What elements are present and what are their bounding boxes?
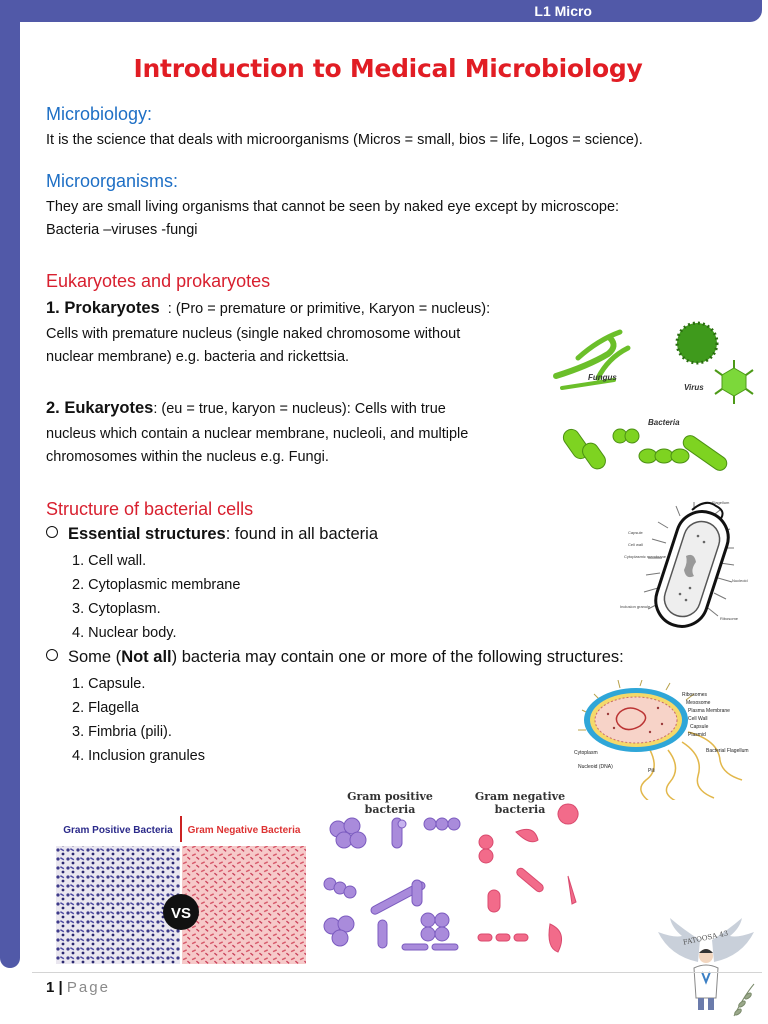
list-item: 2. Flagella [72, 700, 139, 716]
list-item: 3. Cytoplasm. [72, 601, 161, 617]
prokaryotes-title: 1. Prokaryotes [46, 299, 160, 317]
bullet-circle-icon [46, 649, 58, 661]
list-item: 4. Nuclear body. [72, 625, 177, 641]
microbes-illustration [548, 318, 762, 476]
structure-label-ribosomes: Ribosomes [682, 692, 708, 698]
structure-label-cytoplasm: Cytoplasm [574, 750, 598, 756]
eukaryotes-heading: Eukaryotes and prokaryotes [46, 271, 271, 291]
list-item: 2. Cytoplasmic membrane [72, 577, 241, 593]
gram-positive-label: Gram Positive Bacteria [63, 825, 173, 836]
cell-label-flagellum: Flagellum [712, 500, 730, 505]
list-item: 1. Cell wall. [72, 553, 147, 569]
microorganisms-heading: Microorganisms: [46, 171, 179, 191]
gram-positive-shapes-icon [324, 818, 460, 950]
gram-positive-title-2: bacteria [364, 803, 416, 816]
list-item: 4. Inclusion granules [72, 748, 205, 764]
page-number-footer [46, 979, 110, 996]
eukaryotes-definition: : (eu = true, karyon = nucleus): Cells with true [153, 401, 446, 417]
gram-negative-shapes-icon [478, 804, 578, 952]
cell-label-capsule: Capsule [628, 530, 643, 535]
microorganisms-line-1: They are small living organisms that cannot be seen by naked eye except by microscope: [46, 199, 620, 215]
list-item: 3. Fimbria (pili). [72, 724, 172, 740]
gram-negative-title-1: Gram negative [474, 790, 566, 803]
gram-negative-micrograph [182, 846, 306, 964]
page-separator: | [54, 979, 67, 996]
watermark-text: FATOOSA 43 [682, 929, 729, 947]
leaf-branch-icon [734, 984, 754, 1016]
structure-label-nucleoid: Nucleoid (DNA) [578, 764, 613, 770]
gram-positive-micrograph [56, 846, 180, 964]
page-title: Introduction to Medical Microbiology [133, 54, 643, 83]
bacteria-icon [560, 426, 729, 473]
cell-label-ribosome: Ribosome [720, 616, 739, 621]
prokaryotes-title-line [46, 297, 490, 320]
eukaryotes-title: 2. Eukaryotes [46, 399, 154, 417]
cell-label-nucleoid: Nucleoid [732, 578, 748, 583]
essential-structures-bullet [46, 525, 378, 544]
virus-label: Virus [684, 383, 704, 392]
eukaryotes-line-3: chromosomes within the nucleus e.g. Fungi. [46, 449, 329, 465]
page-number: 1 [46, 979, 55, 996]
cytoplasm-pink-icon [595, 697, 677, 743]
list-item: 1. Capsule. [72, 676, 146, 692]
virus-icon [715, 360, 753, 404]
header-label: L1 Micro [534, 3, 592, 19]
left-accent-bar [0, 0, 20, 968]
cell-label-cell-wall: Cell wall [628, 542, 643, 547]
cell-label-inclusion-granule: Inclusion granule [620, 604, 651, 609]
structure-label-mesosome: Mesosome [686, 700, 711, 706]
optional-not-all: Not all [121, 648, 172, 666]
eukaryotes-title-line [46, 397, 446, 420]
essential-structures-desc: : found in all bacteria [225, 525, 378, 543]
vs-label: VS [170, 905, 192, 922]
gram-negative-title-2: bacteria [494, 803, 546, 816]
footer-divider [32, 972, 762, 973]
eukaryotes-line-2: nucleus which contain a nuclear membrane, nucleoli, and multiple [46, 426, 469, 442]
optional-structures-bullet [46, 648, 624, 667]
fatoosa-watermark-logo [650, 912, 762, 1024]
structure-label-capsule: Capsule [690, 724, 709, 730]
page-label: Page [66, 979, 110, 996]
essential-structures-list [72, 549, 240, 645]
bacteria-label: Bacteria [648, 418, 680, 427]
gram-shapes-chart [318, 784, 594, 970]
bacterial-cell-diagram [620, 498, 766, 648]
bacterial-structure-diagram [570, 680, 766, 800]
structure-label-cell-wall: Cell Wall [688, 716, 708, 722]
virus-green-icon [677, 323, 717, 363]
optional-pre: Some ( [68, 648, 122, 666]
prokaryotes-line-1: Cells with premature nucleus (single naked chromosome without [46, 326, 461, 342]
structure-label-plasmid: Plasmid [688, 732, 706, 738]
structure-heading: Structure of bacterial cells [46, 499, 254, 519]
prokaryotes-definition: : (Pro = premature or primitive, Karyon = nucleus): [159, 301, 491, 317]
structure-label-flagellum: Bacterial Flagellum [706, 748, 749, 754]
essential-structures-label: Essential structures [68, 525, 226, 543]
microbiology-definition: It is the science that deals with microorganisms (Micros = small, bios = life, Logos = science). [46, 132, 643, 148]
gram-positive-title-1: Gram positive [347, 790, 433, 803]
optional-post: ) bacteria may contain one or more of the following structures: [171, 648, 624, 666]
gram-negative-label: Gram Negative Bacteria [187, 825, 301, 836]
optional-structures-list [72, 672, 205, 768]
structure-label-plasma-membrane: Plasma Membrane [688, 708, 730, 714]
fungus-label: Fungus [588, 373, 617, 382]
cell-label-cytoplasmic-membrane: Cytoplasmic membrane [624, 554, 667, 559]
prokaryotes-line-2: nuclear membrane) e.g. bacteria and rickettsia. [46, 349, 350, 365]
gram-stain-comparison [56, 812, 306, 964]
top-banner [0, 0, 762, 22]
microorganisms-line-2: Bacteria –viruses -fungi [46, 222, 198, 238]
microbiology-heading: Microbiology: [46, 104, 153, 124]
structure-label-pili: Pili [648, 768, 655, 774]
bullet-circle-icon [46, 526, 58, 538]
